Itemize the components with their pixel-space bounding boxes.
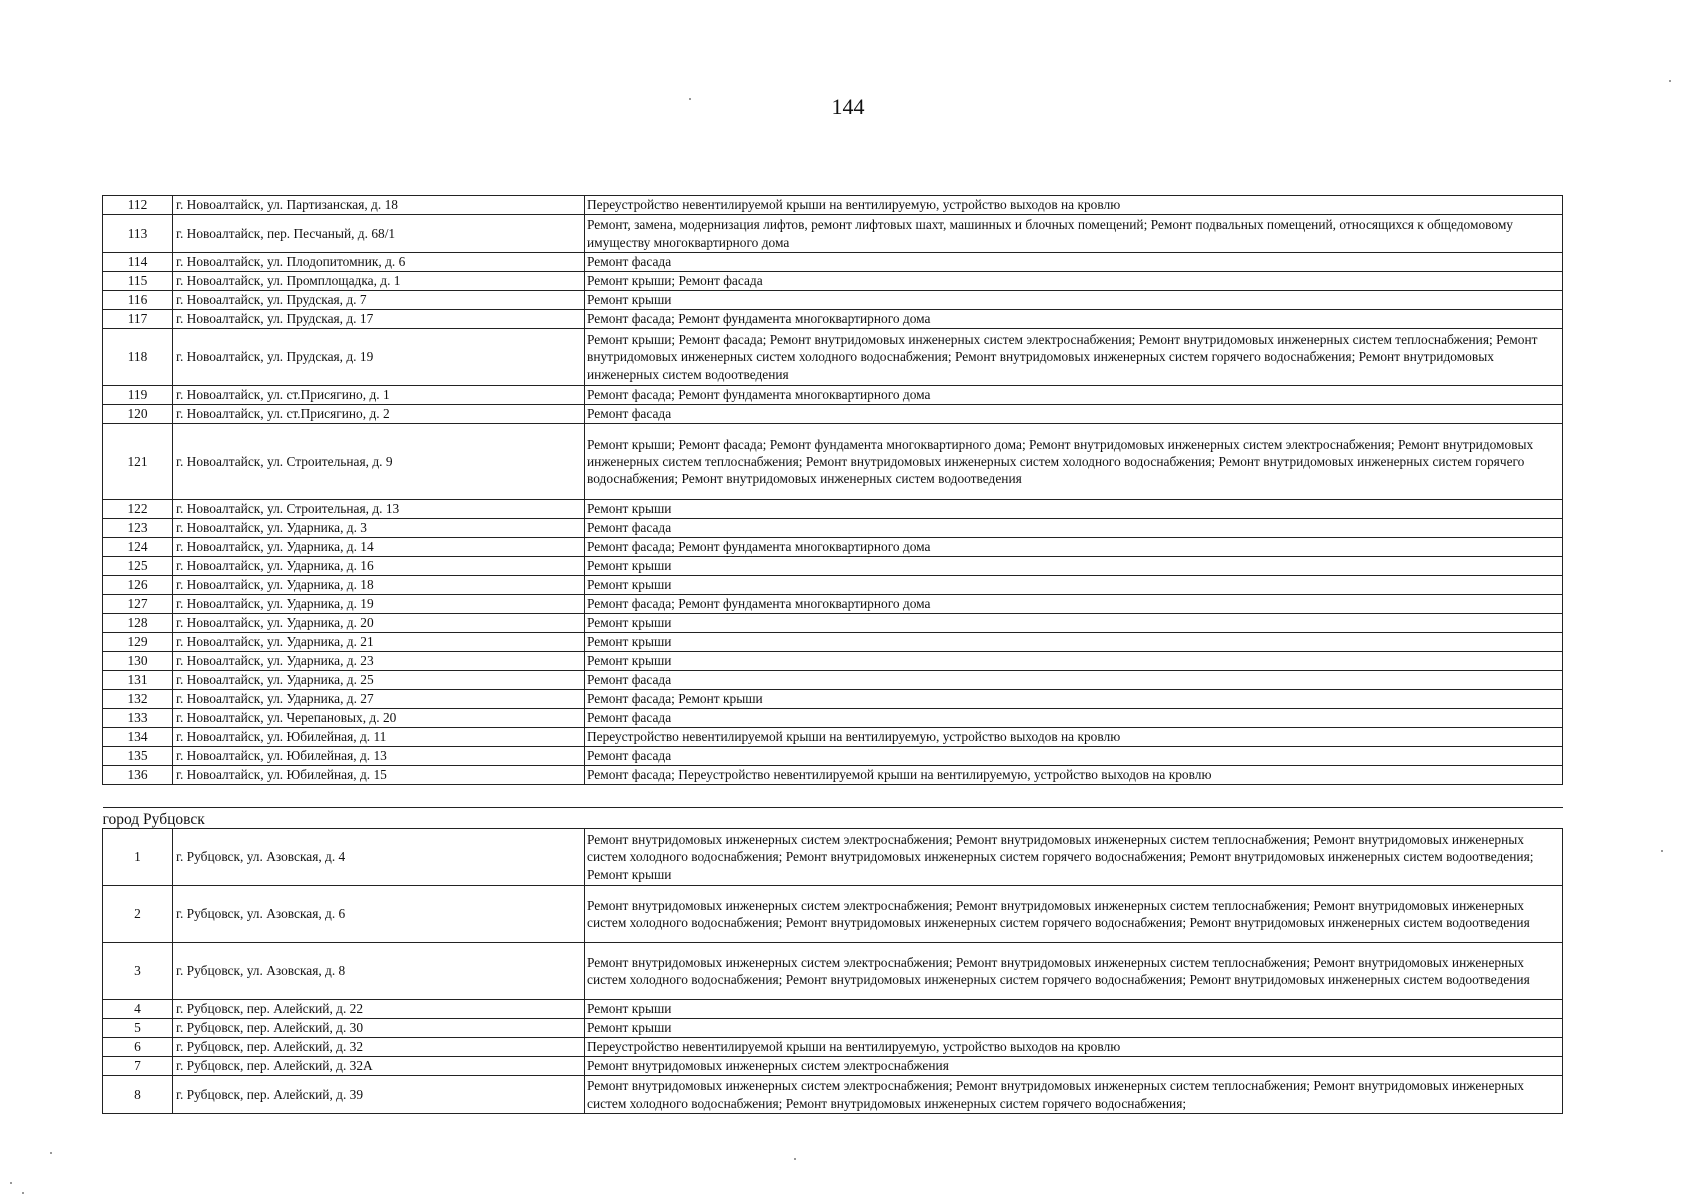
table-row [103,1038,1563,1057]
row-works: Ремонт внутридомовых инженерных систем электроснабжения; Ремонт внутридомовых инженерных систем теплоснабжения; Ремонт внутридомовых инженерных систем холодного водоснабжения; Ремонт внутридомовых инженерных систем горячего водоснабжения; Ремонт внутридомовых инженерных систем водоотведения; Ремонт крыши [585,829,1563,886]
row-address: г. Рубцовск, ул. Азовская, д. 4 [173,829,585,886]
table-row [103,747,1563,766]
row-address: г. Новоалтайск, ул. Черепановых, д. 20 [173,709,585,728]
row-number: 7 [103,1057,173,1076]
table-row [103,886,1563,943]
table-row [103,215,1563,253]
table-row [103,633,1563,652]
row-address: г. Новоалтайск, ул. Ударника, д. 3 [173,519,585,538]
row-works: Ремонт фасада; Ремонт фундамента многоквартирного дома [585,386,1563,405]
row-address: г. Новоалтайск, ул. Промплощадка, д. 1 [173,272,585,291]
row-works: Ремонт крыши [585,291,1563,310]
row-number: 131 [103,671,173,690]
row-works: Ремонт крыши [585,633,1563,652]
scan-speck [1661,850,1663,852]
row-works: Ремонт внутридомовых инженерных систем электроснабжения; Ремонт внутридомовых инженерных систем теплоснабжения; Ремонт внутридомовых инженерных систем холодного водоснабжения; Ремонт внутридомовых инженерных систем горячего водоснабжения; Ремонт внутридомовых инженерных систем водоотведения [585,943,1563,1000]
row-number: 8 [103,1076,173,1114]
table-row [103,329,1563,386]
row-address: г. Новоалтайск, ул. Ударника, д. 18 [173,576,585,595]
row-number: 4 [103,1000,173,1019]
row-works: Ремонт фасада [585,405,1563,424]
table-row [103,424,1563,500]
row-works: Ремонт крыши [585,500,1563,519]
row-address: г. Новоалтайск, ул. Ударника, д. 27 [173,690,585,709]
row-address: г. Новоалтайск, ул. Плодопитомник, д. 6 [173,253,585,272]
table-row [103,829,1563,886]
row-works: Ремонт крыши; Ремонт фасада; Ремонт фундамента многоквартирного дома; Ремонт внутридомовых инженерных систем электроснабжения; Ремонт внутридомовых инженерных систем теплоснабжения; Ремонт внутридомовых инженерных систем холодного водоснабжения; Ремонт внутридомовых инженерных систем горячего водоснабжения; Ремонт внутридомовых инженерных систем водоотведения [585,424,1563,500]
row-works: Ремонт фасада [585,747,1563,766]
page-number: 144 [831,94,865,119]
table-row [103,709,1563,728]
table-row [103,557,1563,576]
row-number: 116 [103,291,173,310]
scan-speck [10,1182,12,1184]
row-address: г. Новоалтайск, ул. Ударника, д. 20 [173,614,585,633]
row-address: г. Новоалтайск, ул. Прудская, д. 7 [173,291,585,310]
row-number: 129 [103,633,173,652]
table-row [103,386,1563,405]
row-number: 114 [103,253,173,272]
section-heading-row [103,808,1563,829]
row-number: 121 [103,424,173,500]
row-number: 1 [103,829,173,886]
row-number: 130 [103,652,173,671]
table-row [103,310,1563,329]
table-row [103,291,1563,310]
row-number: 132 [103,690,173,709]
row-address: г. Новоалтайск, ул. Ударника, д. 25 [173,671,585,690]
row-address: г. Новоалтайск, ул. Прудская, д. 19 [173,329,585,386]
row-works: Ремонт внутридомовых инженерных систем электроснабжения; Ремонт внутридомовых инженерных систем теплоснабжения; Ремонт внутридомовых инженерных систем холодного водоснабжения; Ремонт внутридомовых инженерных систем горячего водоснабжения; Ремонт внутридомовых инженерных систем водоотведения [585,886,1563,943]
row-works: Ремонт фасада; Переустройство невентилируемой крыши на вентилируемую, устройство выходов на кровлю [585,766,1563,785]
row-number: 125 [103,557,173,576]
row-works: Ремонт внутридомовых инженерных систем электроснабжения [585,1057,1563,1076]
row-number: 122 [103,500,173,519]
row-works: Ремонт фасада; Ремонт крыши [585,690,1563,709]
row-works: Ремонт фасада [585,253,1563,272]
spacer-cell [103,785,1563,808]
row-number: 123 [103,519,173,538]
row-works: Ремонт крыши; Ремонт фасада [585,272,1563,291]
row-address: г. Новоалтайск, ул. Строительная, д. 9 [173,424,585,500]
row-number: 118 [103,329,173,386]
row-address: г. Новоалтайск, ул. Ударника, д. 19 [173,595,585,614]
row-number: 136 [103,766,173,785]
table-row [103,943,1563,1000]
row-works: Ремонт крыши [585,576,1563,595]
row-address: г. Новоалтайск, ул. Ударника, д. 21 [173,633,585,652]
row-works: Ремонт крыши [585,557,1563,576]
row-number: 128 [103,614,173,633]
row-works: Ремонт крыши [585,614,1563,633]
row-number: 134 [103,728,173,747]
row-works: Ремонт фасада; Ремонт фундамента многоквартирного дома [585,538,1563,557]
row-address: г. Новоалтайск, ул. Строительная, д. 13 [173,500,585,519]
table-spacer [103,785,1563,808]
row-number: 117 [103,310,173,329]
row-address: г. Рубцовск, ул. Азовская, д. 6 [173,886,585,943]
table-row [103,1000,1563,1019]
table-row [103,576,1563,595]
row-number: 119 [103,386,173,405]
row-address: г. Рубцовск, пер. Алейский, д. 30 [173,1019,585,1038]
table-row [103,728,1563,747]
table-row [103,1019,1563,1038]
row-address: г. Новоалтайск, ул. Ударника, д. 23 [173,652,585,671]
row-number: 127 [103,595,173,614]
row-number: 6 [103,1038,173,1057]
row-address: г. Новоалтайск, пер. Песчаный, д. 68/1 [173,215,585,253]
scan-speck [794,1158,796,1160]
table-row [103,766,1563,785]
row-number: 5 [103,1019,173,1038]
row-works: Ремонт фасада [585,671,1563,690]
row-address: г. Новоалтайск, ул. Прудская, д. 17 [173,310,585,329]
row-address: г. Рубцовск, пер. Алейский, д. 22 [173,1000,585,1019]
table-row [103,614,1563,633]
row-number: 126 [103,576,173,595]
row-works: Ремонт внутридомовых инженерных систем электроснабжения; Ремонт внутридомовых инженерных систем теплоснабжения; Ремонт внутридомовых инженерных систем холодного водоснабжения; Ремонт внутридомовых инженерных систем горячего водоснабжения; [585,1076,1563,1114]
row-address: г. Новоалтайск, ул. Юбилейная, д. 15 [173,766,585,785]
row-number: 112 [103,196,173,215]
row-works: Ремонт крыши [585,1000,1563,1019]
table-row [103,196,1563,215]
repair-works-table [102,195,1563,1114]
row-number: 133 [103,709,173,728]
table-row [103,519,1563,538]
row-address: г. Новоалтайск, ул. Ударника, д. 14 [173,538,585,557]
row-address: г. Рубцовск, пер. Алейский, д. 32 [173,1038,585,1057]
table-row [103,253,1563,272]
table-row [103,1057,1563,1076]
table-row [103,595,1563,614]
row-works: Переустройство невентилируемой крыши на вентилируемую, устройство выходов на кровлю [585,196,1563,215]
table-row [103,1076,1563,1114]
row-works: Ремонт крыши [585,652,1563,671]
row-works: Ремонт крыши [585,1019,1563,1038]
table-row [103,500,1563,519]
row-number: 115 [103,272,173,291]
row-number: 124 [103,538,173,557]
row-number: 2 [103,886,173,943]
row-address: г. Новоалтайск, ул. Партизанская, д. 18 [173,196,585,215]
row-address: г. Новоалтайск, ул. Юбилейная, д. 11 [173,728,585,747]
table-row [103,671,1563,690]
table-row [103,538,1563,557]
row-number: 120 [103,405,173,424]
row-number: 3 [103,943,173,1000]
row-address: г. Рубцовск, ул. Азовская, д. 8 [173,943,585,1000]
table-row [103,690,1563,709]
row-number: 113 [103,215,173,253]
row-address: г. Новоалтайск, ул. ст.Присягино, д. 2 [173,405,585,424]
table-row [103,272,1563,291]
row-works: Ремонт, замена, модернизация лифтов, ремонт лифтовых шахт, машинных и блочных помещений; Ремонт подвальных помещений, относящихся к общедомовому имуществу многоквартирного дома [585,215,1563,253]
row-address: г. Новоалтайск, ул. ст.Присягино, д. 1 [173,386,585,405]
row-works: Ремонт крыши; Ремонт фасада; Ремонт внутридомовых инженерных систем электроснабжения; Ремонт внутридомовых инженерных систем теплоснабжения; Ремонт внутридомовых инженерных систем холодного водоснабжения; Ремонт внутридомовых инженерных систем горячего водоснабжения; Ремонт внутридомовых инженерных систем водоотведения [585,329,1563,386]
scan-speck [689,98,691,100]
scan-speck [22,1192,24,1194]
scan-speck [50,1152,52,1154]
table-row [103,652,1563,671]
row-works: Ремонт фасада; Ремонт фундамента многоквартирного дома [585,595,1563,614]
section-heading: город Рубцовск [103,808,1563,829]
row-works: Ремонт фасада [585,519,1563,538]
row-address: г. Рубцовск, пер. Алейский, д. 32А [173,1057,585,1076]
row-address: г. Рубцовск, пер. Алейский, д. 39 [173,1076,585,1114]
row-address: г. Новоалтайск, ул. Ударника, д. 16 [173,557,585,576]
row-address: г. Новоалтайск, ул. Юбилейная, д. 13 [173,747,585,766]
row-works: Ремонт фасада; Ремонт фундамента многоквартирного дома [585,310,1563,329]
row-works: Переустройство невентилируемой крыши на вентилируемую, устройство выходов на кровлю [585,1038,1563,1057]
row-number: 135 [103,747,173,766]
row-works: Ремонт фасада [585,709,1563,728]
table-row [103,405,1563,424]
row-works: Переустройство невентилируемой крыши на вентилируемую, устройство выходов на кровлю [585,728,1563,747]
scan-speck [1669,80,1671,82]
